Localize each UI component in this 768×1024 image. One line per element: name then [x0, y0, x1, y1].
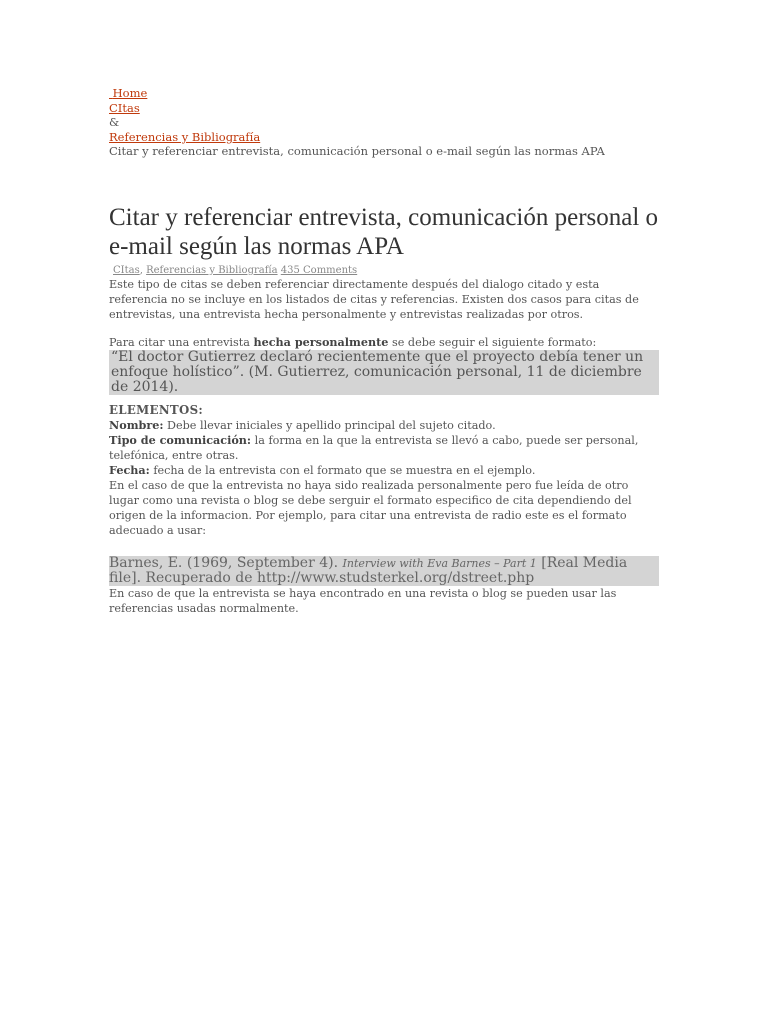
elements-heading: ELEMENTOS:	[109, 402, 204, 417]
post-meta: CItas, Referencias y Bibliografía 435 Comments	[113, 264, 358, 276]
breadcrumb-separator: &	[109, 115, 120, 130]
breadcrumb-home-link[interactable]: Home	[112, 86, 148, 100]
intro-paragraph: Este tipo de citas se deben referenciar directamente después del dialogo citado y esta referencia no se incluye en los listados de citas y referencias. Existen dos casos para citas de entrevistas, una entrevista hecha personalmente y entrevistas realizadas por otros.	[109, 277, 639, 321]
element-nombre: Nombre: Debe llevar iniciales y apellido principal del sujeto citado.	[109, 417, 496, 432]
comments-count-link[interactable]: 435 Comments	[280, 264, 358, 276]
example-citation: “El doctor Gutierrez declaró recientemente que el proyecto debía tener un enfoque holístico”. (M. Gutierrez, comunicación personal, 11 de diciembre de 2014).	[109, 350, 659, 395]
format-instruction: Para citar una entrevista hecha personalmente se debe seguir el siguiente formato:	[109, 334, 597, 349]
page-title: Citar y referenciar entrevista, comunicación personal o e-mail según las normas APA	[109, 203, 659, 260]
element-tipo: Tipo de comunicación: la forma en la que la entrevista se llevó a cabo, puede ser personal, telefónica, entre otras.	[109, 432, 639, 462]
example-reference: Barnes, E. (1969, September 4). Interview with Eva Barnes – Part 1 [Real Media file]. Recuperado de http://www.studsterkel.org/dstreet.php	[109, 556, 659, 586]
breadcrumb-current: Citar y referenciar entrevista, comunicación personal o e-mail según las normas APA	[109, 144, 605, 159]
reference-title: Interview with Eva Barnes – Part 1	[342, 556, 537, 570]
other-case-paragraph: En el caso de que la entrevista no haya sido realizada personalmente pero fue leída de otro lugar como una revista o blog se debe serguir el formato especifico de cita dependiendo del origen de la informacion. Por ejemplo, para citar una entrevista de radio este es el formato adecuado a usar:	[109, 478, 632, 537]
element-fecha-label: Fecha:	[109, 462, 150, 477]
element-nombre-label: Nombre:	[109, 417, 164, 432]
breadcrumb	[109, 86, 659, 159]
meta-category-citas-link[interactable]: CItas	[113, 264, 140, 276]
breadcrumb-referencias-link[interactable]: Referencias y Bibliografía	[109, 129, 261, 144]
closing-paragraph: En caso de que la entrevista se haya encontrado en una revista o blog se pueden usar las referencias usadas normalmente.	[109, 586, 617, 615]
element-tipo-label: Tipo de comunicación:	[109, 432, 252, 447]
format-emphasis: hecha personalmente	[253, 334, 389, 349]
element-fecha: Fecha: fecha de la entrevista con el formato que se muestra en el ejemplo.	[109, 462, 536, 477]
breadcrumb-citas-link[interactable]: CItas	[109, 100, 140, 115]
article-page	[109, 86, 659, 616]
meta-category-referencias-link[interactable]: Referencias y Bibliografía	[146, 264, 278, 276]
